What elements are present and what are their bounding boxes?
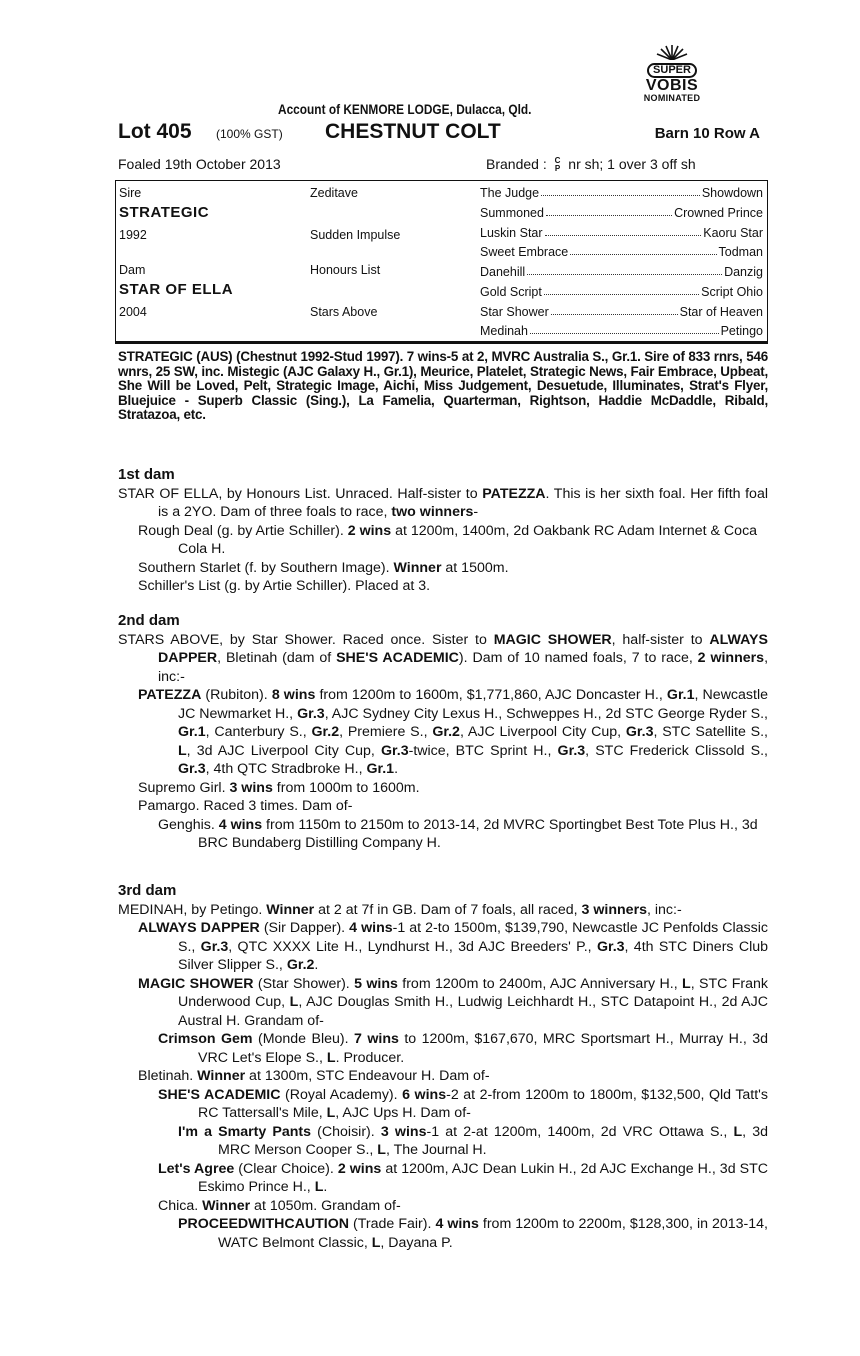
third-dam-section xyxy=(118,882,768,1252)
foal-pamargo: Pamargo. Raced 3 times. Dam of- xyxy=(138,798,353,814)
foal-lets-agree: Let's Agree (Clear Choice). 2 wins at 1200m, AJC Dean Lukin H., 2d AJC Exchange H., 3d STC Eskimo Prince H., L. xyxy=(158,1160,768,1195)
third-dam-heading: 3rd dam xyxy=(118,882,177,899)
vendor-account: Account of KENMORE LODGE, Dulacca, Qld. xyxy=(278,102,532,117)
first-dam-section xyxy=(118,466,768,596)
lot-number: Lot 405 xyxy=(118,120,192,143)
ggen-row: The Judge Showdown xyxy=(480,186,763,200)
foal-shes-academic: SHE'S ACADEMIC (Royal Academy). 6 wins-2 at 2-from 1200m to 1800m, $132,500, Qld Tatt's RC Tattersall's Mile, L, AJC Ups H. Dam of- xyxy=(158,1086,768,1121)
dam-label: Dam xyxy=(119,263,146,277)
ggen-row: Summoned Crowned Prince xyxy=(480,206,763,220)
brand-text: nr sh; 1 over 3 off sh xyxy=(568,156,696,172)
sire-name: STRATEGIC xyxy=(119,204,210,221)
ggen-row: Gold Script Script Ohio xyxy=(480,285,763,299)
sire-year: 1992 xyxy=(119,228,147,242)
logo-nominated: NOMINATED xyxy=(643,93,701,103)
foal-magic-shower: MAGIC SHOWER (Star Shower). 5 wins from 1200m to 2400m, AJC Anniversary H., L, STC Frank Underwood Cup, L, AJC Douglas Smith H., Ludwig Leichhardt H., STC Datapoint H., 2d AJC Austral H. Grandam of- xyxy=(138,975,768,1029)
foal-proceedwithcaution: PROCEEDWITHCAUTION (Trade Fair). 4 wins from 1200m to 2200m, $128,300, in 2013-14, WATC Belmont Classic, L, Dayana P. xyxy=(178,1216,769,1251)
ggen-row: Luskin Star Kaoru Star xyxy=(480,226,763,240)
foal-chica: Chica. Winner at 1050m. Grandam of- xyxy=(158,1197,401,1214)
sire-dam: Sudden Impulse xyxy=(310,228,401,242)
sun-rays-icon xyxy=(655,44,689,60)
second-dam-intro: STARS ABOVE, by Star Shower. Raced once. Sister to MAGIC SHOWER, half-sister to ALWAYS DAPPER, Bletinah (dam of SHE'S ACADEMIC). Dam of 10 named foals, 7 to race, 2 winners, inc:- xyxy=(118,631,769,685)
lot-header xyxy=(118,120,768,148)
brand-mark: C P xyxy=(554,156,561,174)
foal-schillers-list: Schiller's List (g. by Artie Schiller). Placed at 3. xyxy=(138,578,431,594)
ggen-row: Sweet Embrace Todman xyxy=(480,245,763,259)
foal-bletinah: Bletinah. Winner at 1300m, STC Endeavour H. Dam of- xyxy=(138,1068,490,1084)
brand-info xyxy=(486,156,696,173)
pedigree-table xyxy=(115,180,768,344)
foal-southern-starlet: Southern Starlet (f. by Southern Image). Winner at 1500m. xyxy=(138,559,509,576)
dam-name: STAR OF ELLA xyxy=(119,281,234,298)
dam-sire: Honours List xyxy=(310,263,381,277)
gst-note: (100% GST) xyxy=(216,127,283,141)
foaled-date: Foaled 19th October 2013 xyxy=(118,156,281,172)
second-dam-heading: 2nd dam xyxy=(118,612,180,629)
ggen-row: Danehill Danzig xyxy=(480,265,763,279)
foal-smarty-pants: I'm a Smarty Pants (Choisir). 3 wins-1 at 2-at 1200m, 1400m, 2d VRC Ottawa S., L, 3d MRC Merson Cooper S., L, The Journal H. xyxy=(178,1123,769,1158)
foal-crimson-gem: Crimson Gem (Monde Bleu). 7 wins to 1200m, $167,670, MRC Sportsmart H., Murray H., 3d VRC Let's Elope S., L. Producer. xyxy=(158,1031,769,1066)
logo-vobis: VOBIS xyxy=(645,77,699,94)
sire-sire: Zeditave xyxy=(310,186,358,200)
foal-rough-deal: Rough Deal (g. by Artie Schiller). 2 wins at 1200m, 1400m, 2d Oakbank RC Adam Internet & Coca Cola H. xyxy=(138,522,758,557)
third-dam-intro: MEDINAH, by Petingo. Winner at 2 at 7f in GB. Dam of 7 foals, all raced, 3 winners, inc:- xyxy=(118,901,682,918)
ggen-row: Star Shower Star of Heaven xyxy=(480,305,763,319)
dam-year: 2004 xyxy=(119,305,147,319)
sire-summary: STRATEGIC (AUS) (Chestnut 1992-Stud 1997). 7 wins-5 at 2, MVRC Australia S., Gr.1. Sire of 833 rnrs, 546 wnrs, 25 SW, inc. Mistegic (AJC Galaxy H., Gr.1), Meurice, Platelet, Strategic News, Fair Embrace, Upbeat, She Will be Loved, Pelt, Strategic Image, Aichi, Miss Judgement, Desuetude, Illuminates, Strat's Flyer, Bluejuice - Superb Classic (Sing.), La Famelia, Quarterman, Rightson, Haddie McDaddle, Ribald, Stratazoa, etc. xyxy=(118,349,768,422)
first-dam-intro: STAR OF ELLA, by Honours List. Unraced. Half-sister to PATEZZA. This is her sixth foal. Her fifth foal is a 2YO. Dam of three foals to race, two winners- xyxy=(118,485,768,520)
foal-always-dapper: ALWAYS DAPPER (Sir Dapper). 4 wins-1 at 2-to 1500m, $139,790, Newcastle JC Penfolds Classic S., Gr.3, QTC XXXX Lite H., Lyndhurst H., 3d AJC Breeders' P., Gr.3, 4th STC Diners Club Silver Slipper S., Gr.2. xyxy=(138,920,769,973)
horse-description: CHESTNUT COLT xyxy=(325,120,501,143)
dam-dam: Stars Above xyxy=(310,305,378,319)
first-dam-heading: 1st dam xyxy=(118,466,175,483)
logo-super: SUPER xyxy=(647,63,697,78)
sire-label: Sire xyxy=(119,186,142,200)
second-dam-section xyxy=(118,612,768,853)
foal-supremo-girl: Supremo Girl. 3 wins from 1000m to 1600m. xyxy=(138,779,420,796)
branded-label: Branded : xyxy=(486,156,547,172)
foal-patezza: PATEZZA (Rubiton). 8 wins from 1200m to 1600m, $1,771,860, AJC Doncaster H., Gr.1, Newcastle JC Newmarket H., Gr.3, AJC Sydney City Lexus H., Schweppes H., 2d STC George Ryder S., Gr.1, Canterbury S., Gr.2, Premiere S., Gr.2, AJC Liverpool City Cup, Gr.3, STC Satellite S., L, 3d AJC Liverpool City Cup, Gr.3-twice, BTC Sprint H., Gr.3, STC Frederick Clissold S., Gr.3, 4th QTC Stradbroke H., Gr.1. xyxy=(138,687,769,777)
barn-location: Barn 10 Row A xyxy=(654,125,760,142)
ggen-row: Medinah Petingo xyxy=(480,324,763,338)
super-vobis-logo xyxy=(572,44,772,112)
foal-genghis: Genghis. 4 wins from 1150m to 2150m to 2013-14, 2d MVRC Sportingbet Best Tote Plus H., 3d BRC Bundaberg Distilling Company H. xyxy=(158,816,758,851)
